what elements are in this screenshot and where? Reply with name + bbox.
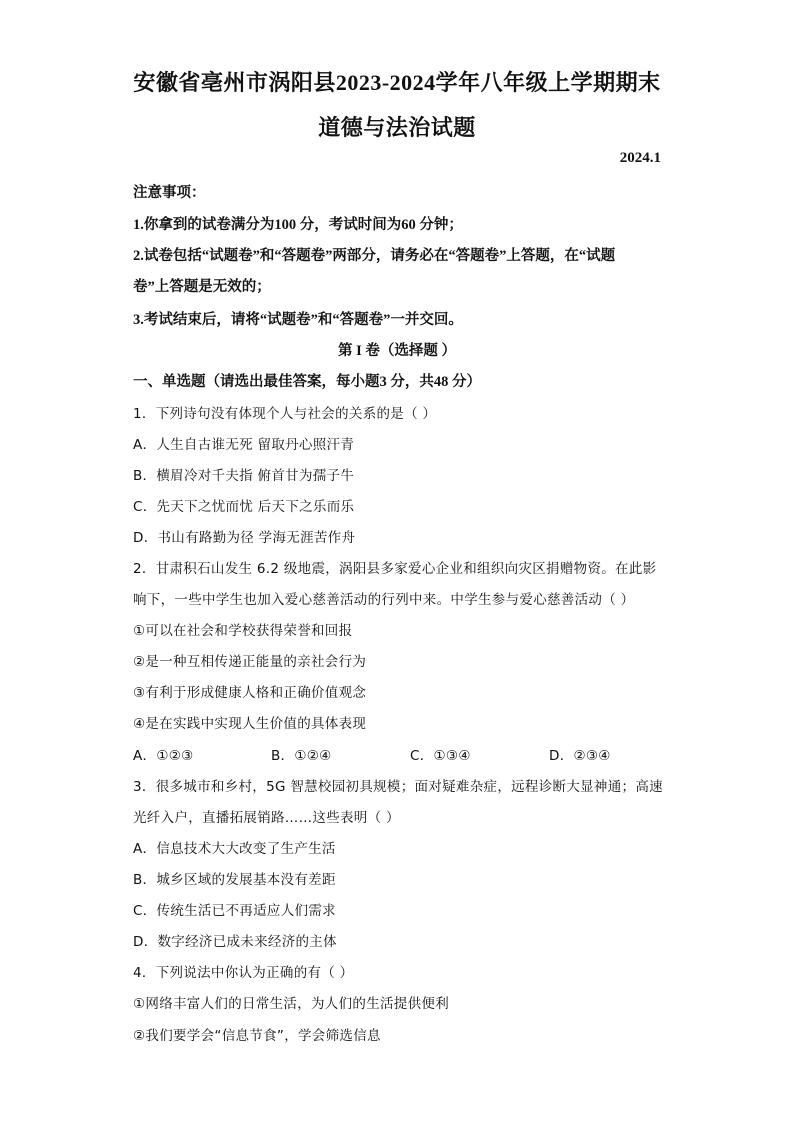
q2-statement-2: ②是一种互相传递正能量的亲社会行为 <box>133 654 367 670</box>
q1-option-b: B．横眉冷对千夫指 俯首甘为孺子牛 <box>133 468 355 484</box>
q2-stem-b: 响下，一些中学生也加入爱心慈善活动的行列中来。中学生参与爱心慈善活动（ ） <box>133 592 635 608</box>
q1-option-d: D．书山有路勤为径 学海无涯苦作舟 <box>133 530 356 546</box>
q1-stem: 1．下列诗句没有体现个人与社会的关系的是（ ） <box>133 406 437 422</box>
q2-statement-4: ④是在实践中实现人生价值的具体表现 <box>133 716 367 732</box>
q2-statement-3: ③有利于形成健康人格和正确价值观念 <box>133 685 367 701</box>
section-title: 第 I 卷（选择题 ） <box>337 343 457 359</box>
q3-option-a: A．信息技术大大改变了生产生活 <box>133 841 336 857</box>
exam-title-line2: 道德与法治试题 <box>318 115 476 140</box>
notice-item-2a: 2.试卷包括“试题卷”和“答题卷”两部分，请务必在“答题卷”上答题，在“试题 <box>133 248 616 264</box>
q4-stem: 4．下列说法中你认为正确的有（ ） <box>133 965 354 981</box>
q2-stem-a: 2．甘肃积石山发生 6.2 级地震，涡阳县多家爱心企业和组织向灾区捐赠物资。在此影 <box>133 561 657 577</box>
q4-statement-1: ①网络丰富人们的日常生活，为人们的生活提供便利 <box>133 996 450 1012</box>
q2-statement-1: ①可以在社会和学校获得荣誉和回报 <box>133 623 353 639</box>
exam-date: 2024.1 <box>619 150 661 166</box>
notice-item-3: 3.考试结束后，请将“试题卷”和“答题卷”一并交回。 <box>133 312 463 328</box>
q2-option-b: B．①②④ <box>271 748 332 764</box>
q1-option-c: C．先天下之忧而忧 后天下之乐而乐 <box>133 499 355 515</box>
q1-option-a: A．人生自古谁无死 留取丹心照汗青 <box>133 437 355 453</box>
notice-heading: 注意事项： <box>133 185 206 201</box>
exam-title-line1: 安徽省亳州市涡阳县2023-2024学年八年级上学期期末 <box>133 70 661 95</box>
notice-item-1: 1.你拿到的试卷满分为100 分，考试时间为60 分钟； <box>133 217 463 233</box>
notice-item-2b: 卷”上答题是无效的； <box>133 279 271 295</box>
part-heading: 一、单选题（请选出最佳答案，每小题3 分，共48 分） <box>133 374 481 390</box>
q2-option-a: A．①②③ <box>133 748 194 764</box>
q2-option-c: C．①③④ <box>410 748 471 764</box>
q3-stem-b: 光纤入户，直播拓展销路……这些表明（ ） <box>133 810 400 826</box>
q3-option-d: D．数字经济已成未来经济的主体 <box>133 934 337 950</box>
q4-statement-2: ②我们要学会“信息节食”，学会筛选信息 <box>133 1028 381 1044</box>
q2-option-d: D．②③④ <box>549 748 611 764</box>
q3-option-b: B．城乡区域的发展基本没有差距 <box>133 872 336 888</box>
q3-option-c: C．传统生活已不再适应人们需求 <box>133 903 336 919</box>
q3-stem-a: 3．很多城市和乡村，5G 智慧校园初具规模；面对疑难杂症，远程诊断大显神通；高速 <box>133 779 663 795</box>
